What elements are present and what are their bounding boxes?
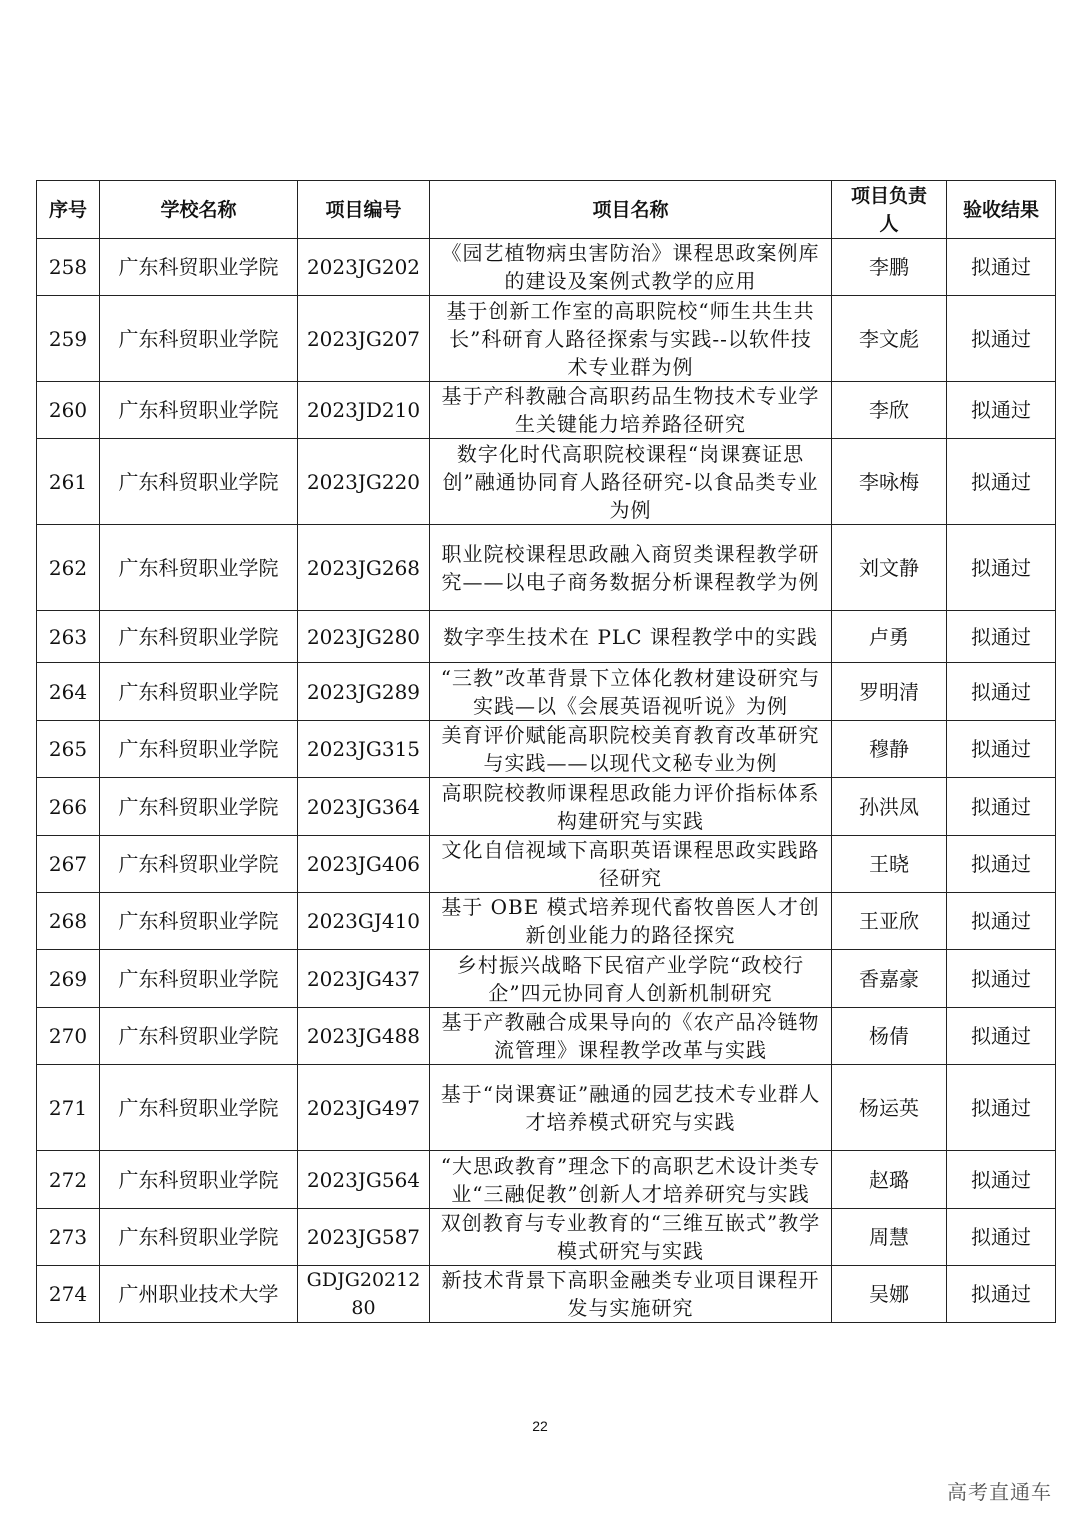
project-title: 《园艺植物病虫害防治》课程思政案例库的建设及案例式教学的应用	[430, 239, 832, 296]
project-leader: 赵璐	[832, 1151, 947, 1209]
project-leader: 杨运英	[832, 1065, 947, 1151]
table-row	[37, 239, 1056, 296]
page-number: 22	[532, 1418, 548, 1434]
school-name: 广东科贸职业学院	[100, 1209, 298, 1266]
row-number: 260	[37, 382, 100, 439]
table-row	[37, 439, 1056, 525]
school-name: 广东科贸职业学院	[100, 382, 298, 439]
project-leader: 卢勇	[832, 611, 947, 663]
watermark: 高考直通车	[947, 1480, 1052, 1504]
school-name: 广州职业技术大学	[100, 1266, 298, 1323]
project-leader: 刘文静	[832, 525, 947, 611]
acceptance-result: 拟通过	[947, 893, 1056, 950]
row-number: 258	[37, 239, 100, 296]
acceptance-result: 拟通过	[947, 611, 1056, 663]
project-title: 双创教育与专业教育的“三维互嵌式”教学模式研究与实践	[430, 1209, 832, 1266]
project-code: 2023JG268	[298, 525, 430, 611]
project-leader: 李咏梅	[832, 439, 947, 525]
row-number: 264	[37, 663, 100, 721]
project-code: 2023JG289	[298, 663, 430, 721]
acceptance-result: 拟通过	[947, 1209, 1056, 1266]
project-title: 基于产科教融合高职药品生物技术专业学生关键能力培养路径研究	[430, 382, 832, 439]
header-no: 序号	[37, 181, 100, 239]
row-number: 266	[37, 778, 100, 836]
acceptance-result: 拟通过	[947, 950, 1056, 1008]
row-number: 269	[37, 950, 100, 1008]
table-row	[37, 382, 1056, 439]
acceptance-result: 拟通过	[947, 1151, 1056, 1209]
row-number: 262	[37, 525, 100, 611]
school-name: 广东科贸职业学院	[100, 525, 298, 611]
project-code: 2023JG364	[298, 778, 430, 836]
project-title: 基于“岗课赛证”融通的园艺技术专业群人才培养模式研究与实践	[430, 1065, 832, 1151]
project-leader: 李欣	[832, 382, 947, 439]
row-number: 268	[37, 893, 100, 950]
acceptance-result: 拟通过	[947, 296, 1056, 382]
project-code: 2023JG437	[298, 950, 430, 1008]
school-name: 广东科贸职业学院	[100, 296, 298, 382]
acceptance-result: 拟通过	[947, 663, 1056, 721]
school-name: 广东科贸职业学院	[100, 721, 298, 778]
project-title: 乡村振兴战略下民宿产业学院“政校行企”四元协同育人创新机制研究	[430, 950, 832, 1008]
acceptance-result: 拟通过	[947, 1065, 1056, 1151]
table-row	[37, 893, 1056, 950]
school-name: 广东科贸职业学院	[100, 611, 298, 663]
table-row	[37, 836, 1056, 893]
table-row	[37, 950, 1056, 1008]
header-school: 学校名称	[100, 181, 298, 239]
project-leader: 王亚欣	[832, 893, 947, 950]
table-row	[37, 1266, 1056, 1323]
table-row	[37, 1008, 1056, 1065]
project-table	[36, 180, 1056, 1323]
row-number: 267	[37, 836, 100, 893]
project-code: 2023JG587	[298, 1209, 430, 1266]
table-row	[37, 611, 1056, 663]
acceptance-result: 拟通过	[947, 439, 1056, 525]
project-title: 数字化时代高职院校课程“岗课赛证思创”融通协同育人路径研究-以食品类专业为例	[430, 439, 832, 525]
table-row	[37, 296, 1056, 382]
school-name: 广东科贸职业学院	[100, 836, 298, 893]
table-header-row	[37, 181, 1056, 239]
project-title: 职业院校课程思政融入商贸类课程教学研究——以电子商务数据分析课程教学为例	[430, 525, 832, 611]
acceptance-result: 拟通过	[947, 778, 1056, 836]
row-number: 271	[37, 1065, 100, 1151]
project-title: 数字孪生技术在 PLC 课程教学中的实践	[430, 611, 832, 663]
project-title: 基于创新工作室的高职院校“师生共生共长”科研育人路径探索与实践--以软件技术专业群为例	[430, 296, 832, 382]
acceptance-result: 拟通过	[947, 525, 1056, 611]
acceptance-result: 拟通过	[947, 382, 1056, 439]
row-number: 274	[37, 1266, 100, 1323]
table-row	[37, 1151, 1056, 1209]
table-row	[37, 721, 1056, 778]
school-name: 广东科贸职业学院	[100, 1065, 298, 1151]
header-result: 验收结果	[947, 181, 1056, 239]
row-number: 273	[37, 1209, 100, 1266]
row-number: 272	[37, 1151, 100, 1209]
table-row	[37, 663, 1056, 721]
header-code: 项目编号	[298, 181, 430, 239]
table-row	[37, 1065, 1056, 1151]
project-code: 2023JG488	[298, 1008, 430, 1065]
project-leader: 李文彪	[832, 296, 947, 382]
project-leader: 罗明清	[832, 663, 947, 721]
school-name: 广东科贸职业学院	[100, 1151, 298, 1209]
table-row	[37, 525, 1056, 611]
project-title: 基于产教融合成果导向的《农产品冷链物流管理》课程教学改革与实践	[430, 1008, 832, 1065]
project-leader: 周慧	[832, 1209, 947, 1266]
table-row	[37, 778, 1056, 836]
project-code: 2023JG497	[298, 1065, 430, 1151]
project-code: 2023JG315	[298, 721, 430, 778]
project-leader: 香嘉豪	[832, 950, 947, 1008]
header-title: 项目名称	[430, 181, 832, 239]
school-name: 广东科贸职业学院	[100, 663, 298, 721]
project-code: 2023JG406	[298, 836, 430, 893]
header-leader: 项目负责人	[832, 181, 947, 239]
row-number: 265	[37, 721, 100, 778]
project-leader: 李鹏	[832, 239, 947, 296]
acceptance-result: 拟通过	[947, 1008, 1056, 1065]
school-name: 广东科贸职业学院	[100, 893, 298, 950]
project-code: 2023JG207	[298, 296, 430, 382]
project-title: “大思政教育”理念下的高职艺术设计类专业“三融促教”创新人才培养研究与实践	[430, 1151, 832, 1209]
project-code: 2023JG280	[298, 611, 430, 663]
project-leader: 吴娜	[832, 1266, 947, 1323]
project-title: 新技术背景下高职金融类专业项目课程开发与实施研究	[430, 1266, 832, 1323]
project-code: 2023GJ410	[298, 893, 430, 950]
project-code: 2023JG202	[298, 239, 430, 296]
acceptance-result: 拟通过	[947, 239, 1056, 296]
acceptance-result: 拟通过	[947, 721, 1056, 778]
project-leader: 穆静	[832, 721, 947, 778]
project-leader: 王晓	[832, 836, 947, 893]
school-name: 广东科贸职业学院	[100, 239, 298, 296]
project-title: 高职院校教师课程思政能力评价指标体系构建研究与实践	[430, 778, 832, 836]
school-name: 广东科贸职业学院	[100, 950, 298, 1008]
row-number: 263	[37, 611, 100, 663]
project-title: “三教”改革背景下立体化教材建设研究与实践—以《会展英语视听说》为例	[430, 663, 832, 721]
project-code: 2023JG220	[298, 439, 430, 525]
row-number: 261	[37, 439, 100, 525]
row-number: 259	[37, 296, 100, 382]
project-title: 基于 OBE 模式培养现代畜牧兽医人才创新创业能力的路径探究	[430, 893, 832, 950]
project-code: 2023JD210	[298, 382, 430, 439]
school-name: 广东科贸职业学院	[100, 439, 298, 525]
acceptance-result: 拟通过	[947, 836, 1056, 893]
row-number: 270	[37, 1008, 100, 1065]
project-leader: 孙洪凤	[832, 778, 947, 836]
school-name: 广东科贸职业学院	[100, 1008, 298, 1065]
project-title: 美育评价赋能高职院校美育教育改革研究与实践——以现代文秘专业为例	[430, 721, 832, 778]
project-title: 文化自信视域下高职英语课程思政实践路径研究	[430, 836, 832, 893]
project-code: GDJG2021280	[298, 1266, 430, 1323]
project-leader: 杨倩	[832, 1008, 947, 1065]
school-name: 广东科贸职业学院	[100, 778, 298, 836]
table-row	[37, 1209, 1056, 1266]
acceptance-result: 拟通过	[947, 1266, 1056, 1323]
project-code: 2023JG564	[298, 1151, 430, 1209]
